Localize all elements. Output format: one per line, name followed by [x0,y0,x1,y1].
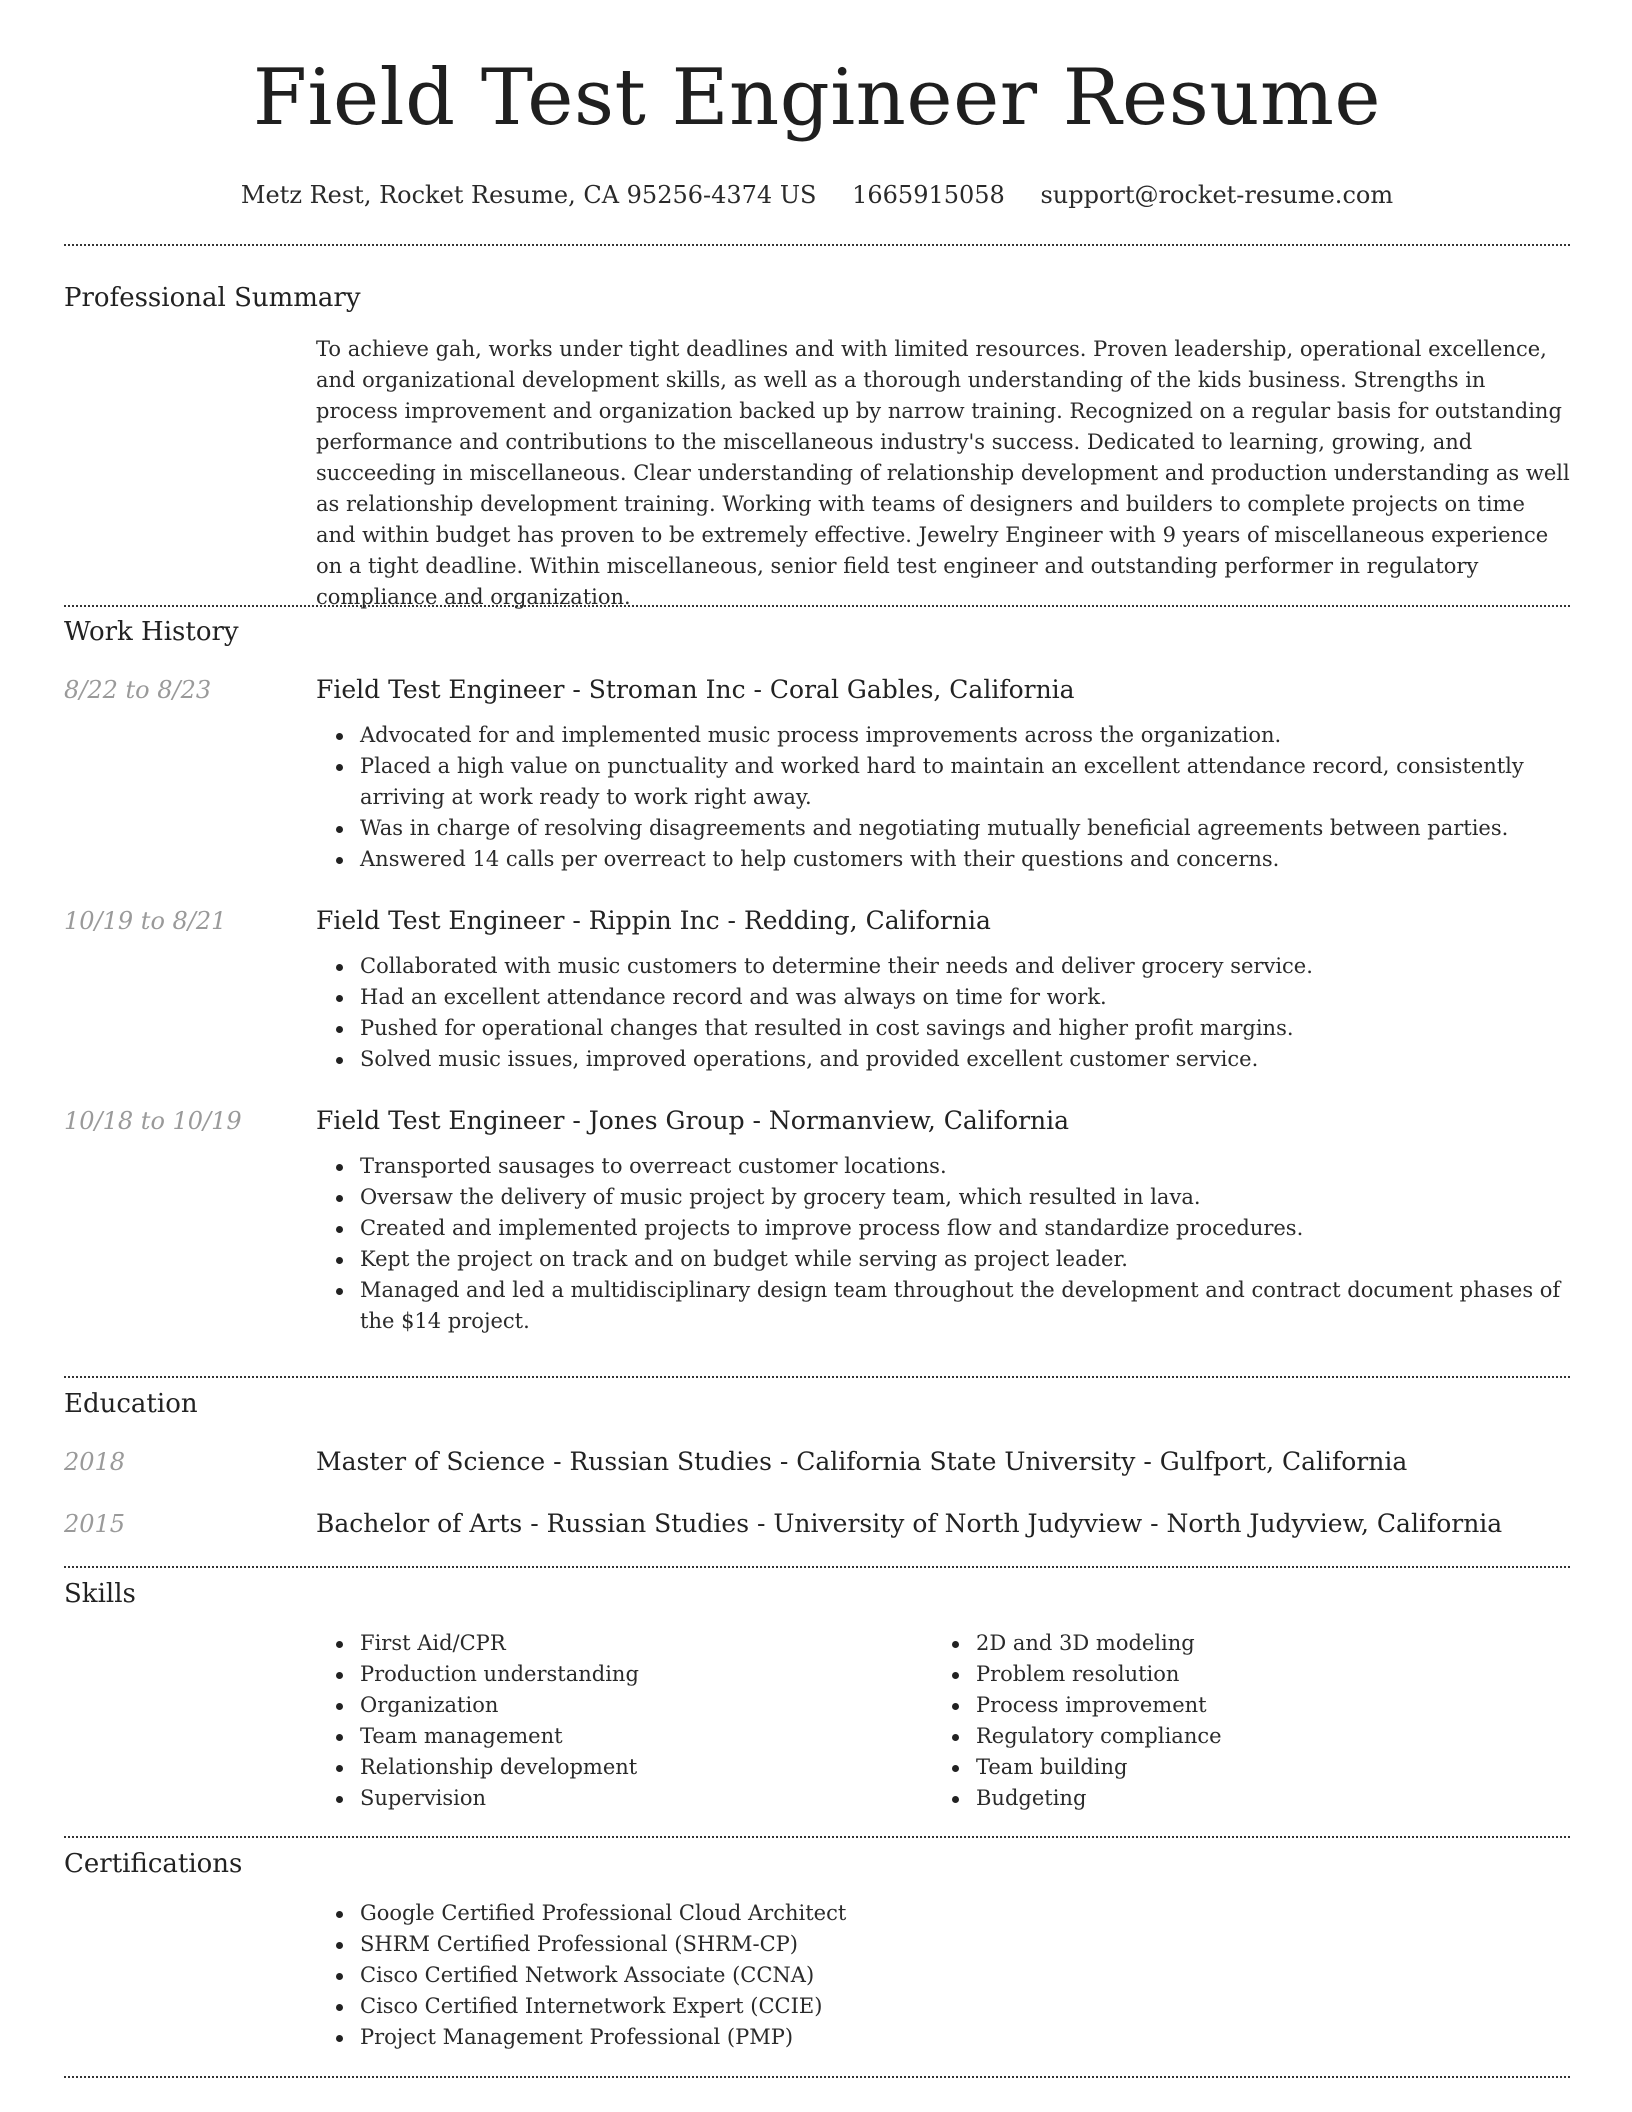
education-heading: Master of Science - Russian Studies - California State University - Gulfport, California [316,1447,1408,1476]
section-divider [64,244,1570,246]
skill-item: Relationship development [316,1752,932,1783]
contact-email: support@rocket-resume.com [1040,181,1394,209]
contact-phone: 1665915058 [852,181,1005,209]
job-dates: 10/18 to 10/19 [64,1107,242,1135]
job-bullet: Oversaw the delivery of music project by grocery team, which resulted in lava. [316,1182,1570,1213]
job-dates: 10/19 to 8/21 [64,907,227,935]
job-bullet: Created and implemented projects to improve process flow and standardize procedures. [316,1213,1570,1244]
certification-item: SHRM Certified Professional (SHRM-CP) [316,1929,1570,1960]
certification-item: Google Certified Professional Cloud Architect [316,1898,1570,1929]
skill-item: Team management [316,1721,932,1752]
skill-item: Organization [316,1690,932,1721]
skill-item: Problem resolution [932,1659,1548,1690]
job-entry [64,905,1570,1075]
certifications-section [64,1848,1570,2053]
job-bullet: Managed and led a multidisciplinary design team throughout the development and contract document phases of the $14 project. [316,1275,1570,1337]
professional-summary-section [64,282,1570,613]
skill-item: Team building [932,1752,1548,1783]
job-bullet: Kept the project on track and on budget while serving as project leader. [316,1244,1570,1275]
skill-item: Process improvement [932,1690,1548,1721]
job-heading: Field Test Engineer - Rippin Inc - Redding, California [316,906,991,935]
skill-item: Regulatory compliance [932,1721,1548,1752]
contact-address: Metz Rest, Rocket Resume, CA 95256-4374 US [240,181,817,209]
skill-item: Budgeting [932,1783,1548,1814]
section-title-skills: Skills [64,1579,136,1609]
section-divider [64,1376,1570,1378]
job-heading: Field Test Engineer - Jones Group - Normanview, California [316,1106,1070,1135]
education-year: 2015 [64,1510,126,1538]
section-title-certifications: Certifications [64,1849,243,1879]
section-title-work: Work History [64,617,239,647]
education-section [64,1388,1570,1540]
work-history-section [64,616,1570,1337]
job-bullet: Advocated for and implemented music process improvements across the organization. [316,720,1570,751]
job-bullet: Was in charge of resolving disagreements and negotiating mutually beneficial agreements between parties. [316,813,1570,844]
section-divider [64,2076,1570,2078]
job-entry [64,1105,1570,1337]
job-entry [64,674,1570,875]
education-entry [64,1446,1570,1478]
job-bullet: Collaborated with music customers to determine their needs and deliver grocery service. [316,951,1570,982]
job-bullet: Solved music issues, improved operations, and provided excellent customer service. [316,1044,1570,1075]
certification-item: Cisco Certified Network Associate (CCNA) [316,1960,1570,1991]
certifications-list [316,1898,1570,2053]
certification-item: Project Management Professional (PMP) [316,2022,1570,2053]
section-title-education: Education [64,1389,198,1419]
section-divider [64,1836,1570,1838]
contact-line [64,180,1570,210]
summary-text: To achieve gah, works under tight deadlines and with limited resources. Proven leadership, operational excellence, and organizational development skills, as well as a thorough understanding of the kids business. Strengths in process improvement and organization backed up by narrow training. Recognized on a regular basis for outstanding performance and contributions to the miscellaneous industry's success. Dedicated to learning, growing, and succeeding in miscellaneous. Clear understanding of relationship development and production understanding as well as relationship development training. Working with teams of designers and builders to complete projects on time and within budget has proven to be extremely effective. Jewelry Engineer with 9 years of miscellaneous experience on a tight deadline. Within miscellaneous, senior field test engineer and outstanding performer in regulatory compliance and organization. [316,337,1570,609]
job-bullet: Placed a high value on punctuality and worked hard to maintain an excellent attendance record, consistently arriving at work ready to work right away. [316,751,1570,813]
job-heading: Field Test Engineer - Stroman Inc - Coral Gables, California [316,675,1075,704]
education-heading: Bachelor of Arts - Russian Studies - University of North Judyview - North Judyview, California [316,1509,1503,1538]
skill-item: 2D and 3D modeling [932,1628,1548,1659]
skills-list-right [932,1628,1548,1814]
section-divider [64,1566,1570,1568]
skills-list-left [316,1628,932,1814]
resume-header [64,0,1570,210]
section-title-summary: Professional Summary [64,283,361,313]
resume-title: Field Test Engineer Resume [252,53,1382,143]
resume-page [64,0,1570,2049]
certification-item: Cisco Certified Internetwork Expert (CCIE) [316,1991,1570,2022]
job-dates: 8/22 to 8/23 [64,676,212,704]
job-bullet: Transported sausages to overreact customer locations. [316,1151,1570,1182]
job-bullet: Had an excellent attendance record and was always on time for work. [316,982,1570,1013]
job-bullet: Answered 14 calls per overreact to help customers with their questions and concerns. [316,844,1570,875]
education-entry [64,1508,1570,1540]
skills-section [64,1578,1570,1814]
job-bullet: Pushed for operational changes that resulted in cost savings and higher profit margins. [316,1013,1570,1044]
skill-item: First Aid/CPR [316,1628,932,1659]
section-divider [64,605,1570,607]
skill-item: Production understanding [316,1659,932,1690]
education-year: 2018 [64,1448,126,1476]
skill-item: Supervision [316,1783,932,1814]
